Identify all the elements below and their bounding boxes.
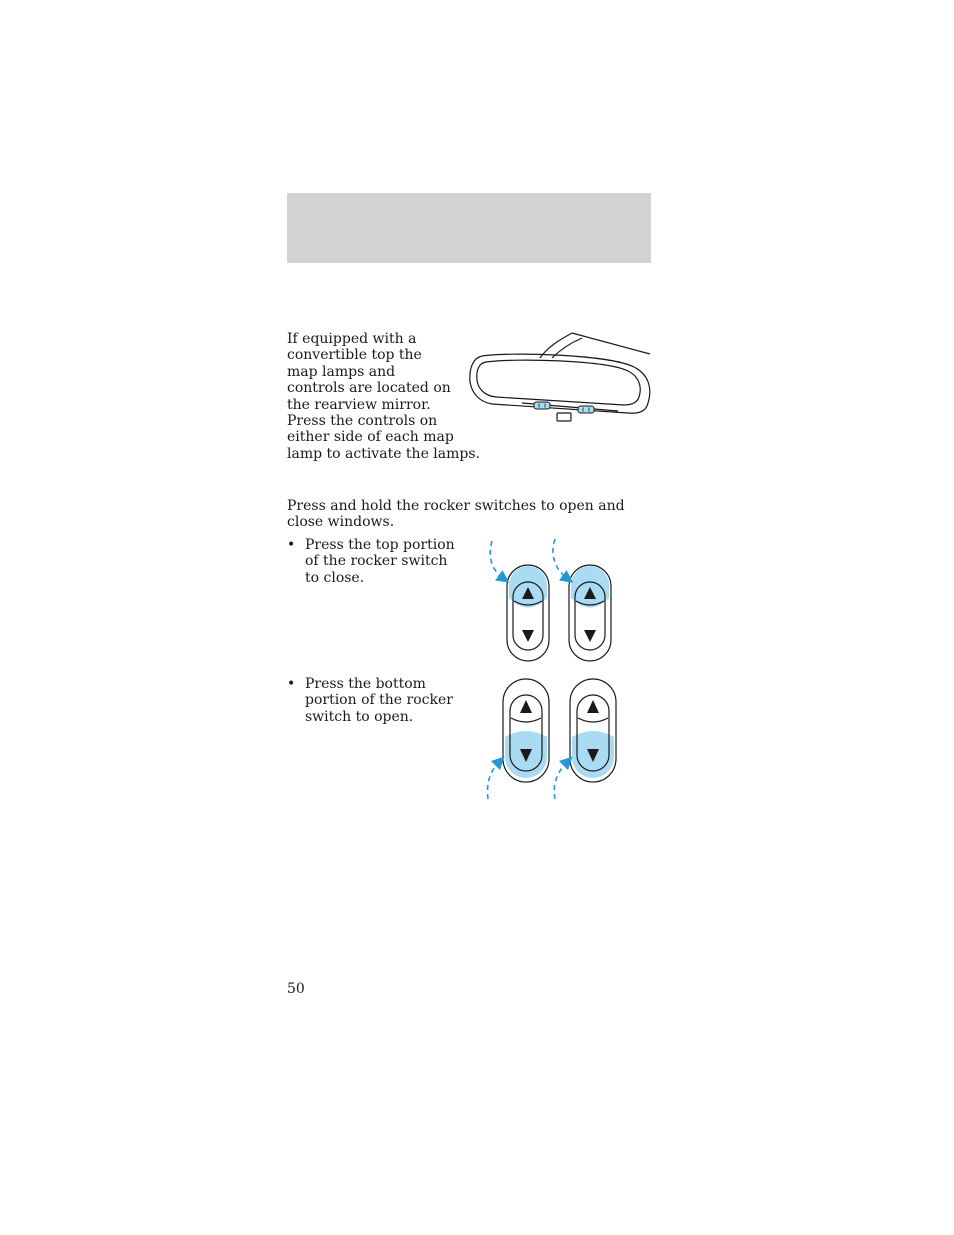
bullet-text-open: Press the bottom portion of the rocker switch to open.	[305, 676, 453, 725]
page-number: 50	[287, 981, 305, 997]
map-lamp-right	[578, 406, 594, 413]
rocker-switch-left	[507, 565, 549, 661]
bullet-marker: •	[287, 676, 296, 692]
section-header-band	[287, 193, 651, 263]
bullet-text-close: Press the top portion of the rocker switch to close.	[305, 537, 455, 586]
rocker-switch-left	[503, 679, 549, 782]
rocker-switch-right	[569, 565, 611, 661]
rearview-mirror-illustration	[468, 330, 654, 425]
dashed-curved-arrow-icon	[490, 541, 504, 579]
windows-paragraph: Press and hold the rocker switches to open and close windows.	[287, 498, 625, 531]
dashed-curved-arrow-icon	[553, 539, 568, 579]
dashed-curved-arrow-icon	[554, 761, 568, 799]
bullet-marker: •	[287, 537, 296, 553]
dashed-curved-arrow-icon	[488, 761, 501, 799]
map-lamp-left	[534, 402, 550, 409]
rocker-switches-close-illustration	[480, 535, 630, 670]
rocker-switches-open-illustration	[480, 675, 630, 805]
rocker-switch-right	[570, 679, 616, 782]
map-lamps-paragraph: If equipped with a convertible top the map lamps and controls are located on the rearview mirror. Press the controls on either side of each map lamp to activate the lamps.	[287, 331, 480, 462]
